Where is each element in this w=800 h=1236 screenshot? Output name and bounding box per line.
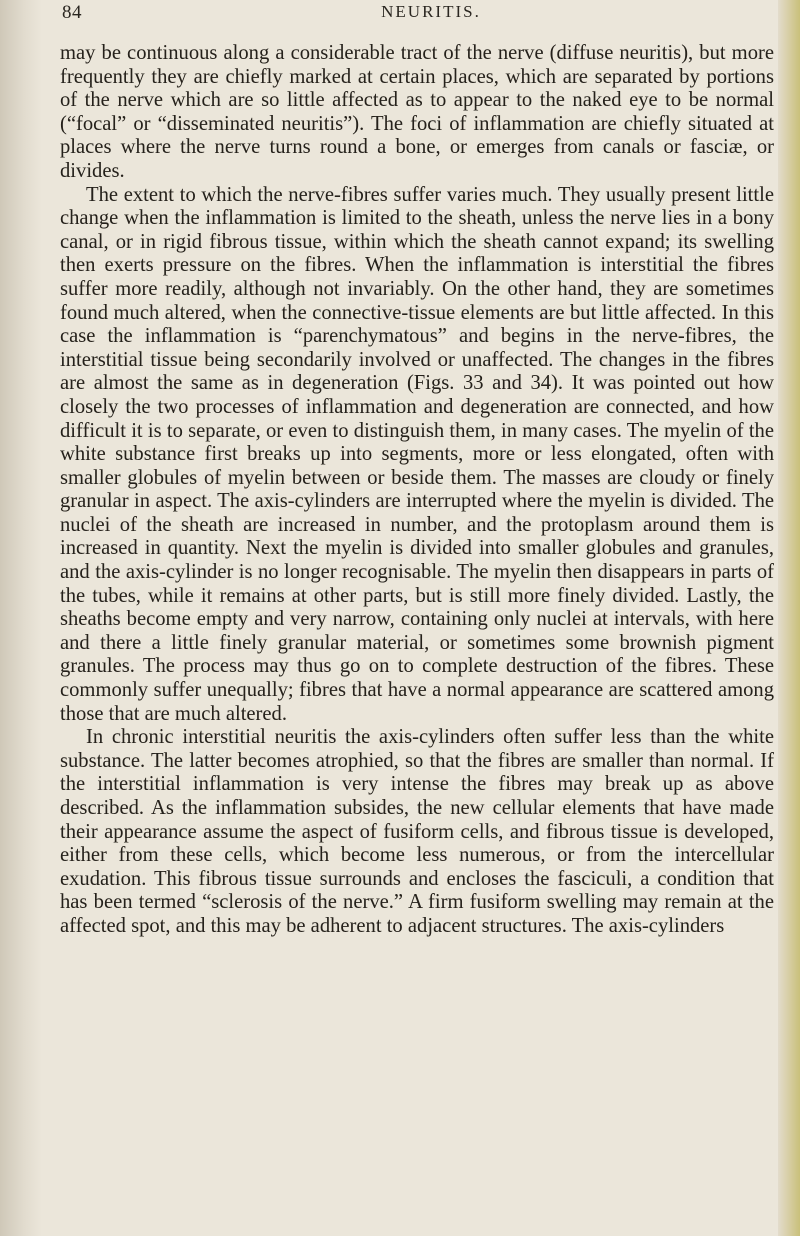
paragraph-continuation: may be continuous along a considerable tract of the nerve (diffuse neuritis), but more frequently they are chiefly marked at certain places, which are separated by portions of the nerve which are so little affected as to appear to the naked eye to be normal (“focal” or “disseminated neuritis”). The foci of inflammation are chiefly situated at places where the nerve turns round a bone, or emerges from canals or fasciæ, or divides.	[60, 42, 774, 182]
body-text	[60, 42, 774, 939]
paragraph-nerve-fibres: The extent to which the nerve-fibres suffer varies much. They usually present little change when the inflammation is limited to the sheath, unless the nerve lies in a bony canal, or in rigid fibrous tissue, within which the sheath cannot expand; its swelling then exerts pressure on the fibres. When the inflammation is interstitial the fibres suffer more readily, although not invariably. On the other hand, they are sometimes found much altered, when the connective-tissue elements are but little affected. In this case the inflammation is “parenchymatous” and begins in the nerve-fibres, the interstitial tissue being secondarily involved or unaffected. The changes in the fibres are almost the same as in degeneration (Figs. 33 and 34). It was pointed out how closely the two processes of inflammation and degeneration are connected, and how difficult it is to separate, or even to distinguish them, in many cases. The myelin of the white substance first breaks up into segments, more or less elongated, often with smaller globules of myelin between or beside them. The masses are cloudy or finely granular in aspect. The axis-cylinders are interrupted where the myelin is divided. The nuclei of the sheath are increased in number, and the protoplasm around them is increased in quantity. Next the myelin is divided into smaller globules and granules, and the axis-cylinder is no longer recognisable. The myelin then disappears in parts of the tubes, while it remains at other parts, but is still more finely divided. Lastly, the sheaths become empty and very narrow, containing only nuclei at intervals, with here and there a little finely granular material, or sometimes some brownish pigment granules. The process may thus go on to complete destruction of the fibres. These commonly suffer unequally; fibres that have a normal appearance are scattered among those that are much altered.	[60, 183, 774, 725]
paragraph-chronic-neuritis: In chronic interstitial neuritis the axis-cylinders often suffer less than the white substance. The latter becomes atrophied, so that the fibres are smaller than normal. If the interstitial inflammation is very intense the fibres may break up as above described. As the inflammation subsides, the new cellular elements that have made their appearance assume the aspect of fusiform cells, and fibrous tissue is developed, either from these cells, which become less numerous, or from the intercellular exudation. This fibrous tissue surrounds and encloses the fasciculi, a condition that has been termed “sclerosis of the nerve.” A firm fusiform swelling may remain at the affected spot, and this may be adherent to adjacent structures. The axis-cylinders	[60, 726, 774, 937]
page-gutter-shadow	[0, 0, 42, 1236]
chapter-title: NEURITIS.	[381, 2, 481, 21]
page-edge-discoloration	[778, 0, 800, 1236]
running-head	[62, 2, 776, 30]
page-number: 84	[62, 2, 82, 23]
